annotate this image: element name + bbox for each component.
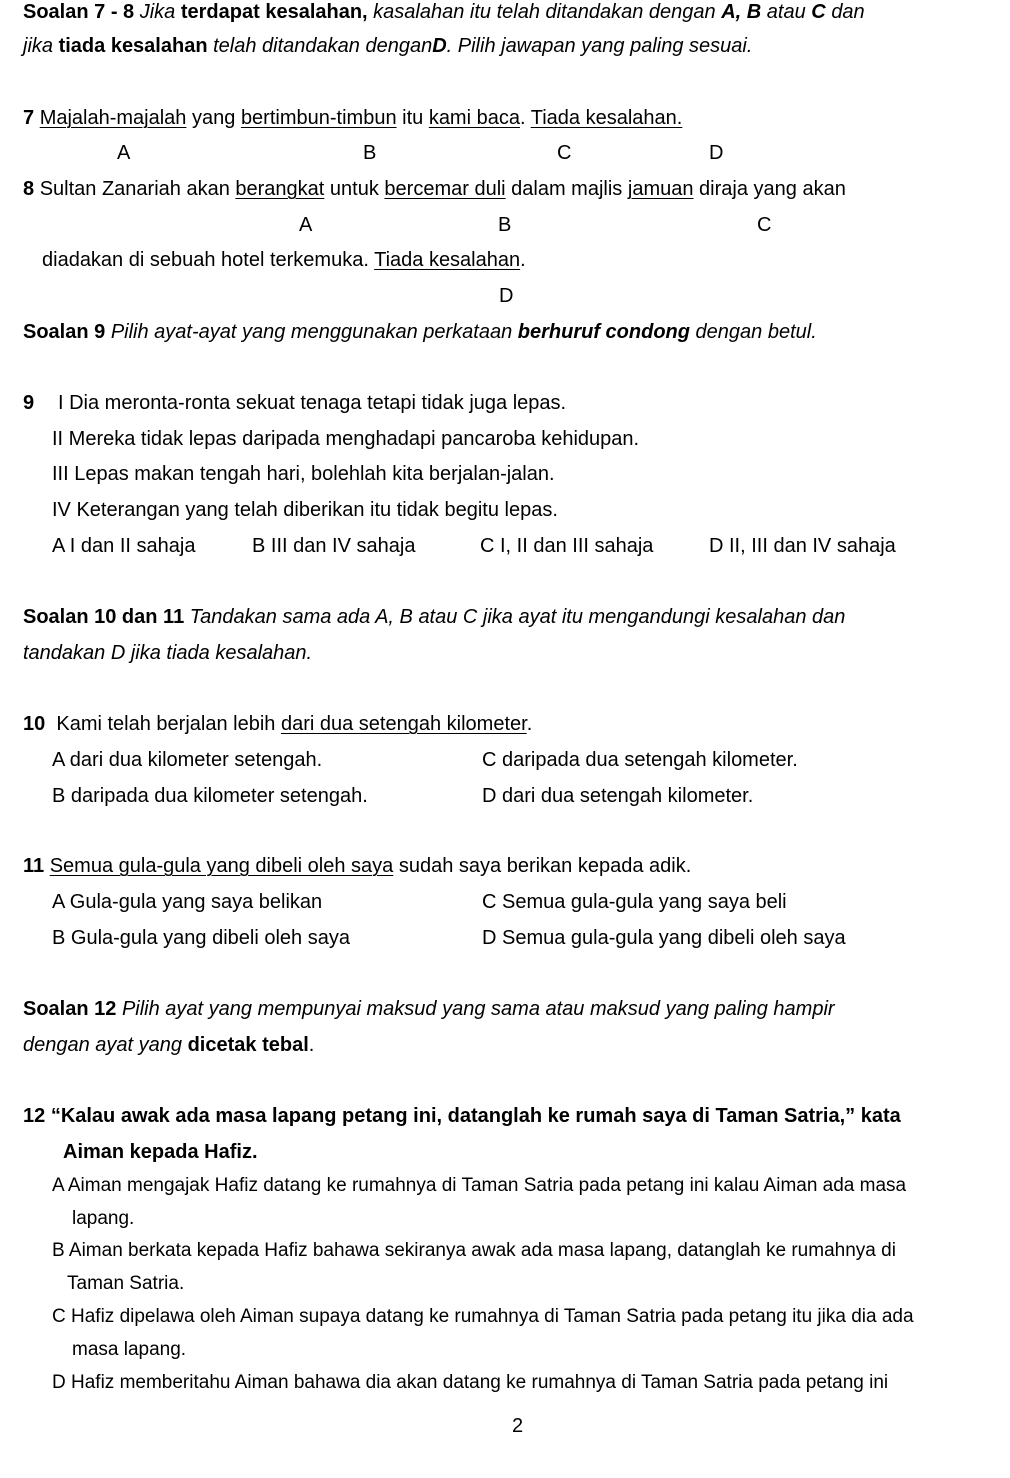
question-7: 7 Majalah-majalah yang bertimbun-timbun itu kami baca. Tiada kesalahan.: [23, 107, 683, 129]
q12-option-d: D Hafiz memberitahu Aiman bahawa dia akan datang ke rumahnya di Taman Satria pada petang ini: [52, 1372, 889, 1393]
q10-option-a: A dari dua kilometer setengah.: [52, 749, 323, 771]
question-11: 11 Semua gula-gula yang dibeli oleh saya sudah saya berikan kepada adik.: [23, 855, 692, 877]
q12-option-c: C Hafiz dipelawa oleh Aiman supaya datang ke rumahnya di Taman Satria pada petang itu jika dia ada: [52, 1306, 914, 1327]
q11-option-b: B Gula-gula yang dibeli oleh saya: [52, 927, 350, 949]
q7-label-c: C: [557, 142, 572, 164]
q10-option-c: C daripada dua setengah kilometer.: [482, 749, 798, 771]
q12-option-b: B Aiman berkata kepada Hafiz bahawa sekiranya awak ada masa lapang, datanglah ke rumahnya di: [52, 1240, 896, 1261]
q9-option-d: D II, III dan IV sahaja: [709, 535, 896, 557]
q12-option-a-cont: lapang.: [72, 1208, 135, 1229]
q9-option-c: C I, II dan III sahaja: [480, 535, 654, 557]
q10-option-b: B daripada dua kilometer setengah.: [52, 785, 368, 807]
q11-option-c: C Semua gula-gula yang saya beli: [482, 891, 787, 913]
q10-option-d: D dari dua setengah kilometer.: [482, 785, 754, 807]
instruction-10-11-line2: tandakan D jika tiada kesalahan.: [23, 642, 313, 664]
q7-label-d: D: [709, 142, 724, 164]
q12-option-b-cont: Taman Satria.: [67, 1273, 185, 1294]
question-9-number: 9: [23, 392, 35, 414]
question-12-line2: Aiman kepada Hafiz.: [63, 1141, 258, 1163]
q12-option-c-cont: masa lapang.: [72, 1339, 187, 1360]
q12-option-a: A Aiman mengajak Hafiz datang ke rumahnya di Taman Satria pada petang ini kalau Aiman ada masa: [52, 1175, 907, 1196]
question-12: 12 “Kalau awak ada masa lapang petang ini, datanglah ke rumah saya di Taman Satria,” kata: [23, 1105, 901, 1127]
instruction-12: Soalan 12 Pilih ayat yang mempunyai maksud yang sama atau maksud yang paling hampir: [23, 998, 835, 1020]
q8-label-c: C: [757, 214, 772, 236]
q8-label-b: B: [498, 214, 512, 236]
instruction-7-8: Soalan 7 - 8 Jika terdapat kesalahan, kasalahan itu telah ditandakan dengan A, B atau C dan: [23, 1, 865, 23]
q9-option-b: B III dan IV sahaja: [252, 535, 416, 557]
instruction-9: Soalan 9 Pilih ayat-ayat yang menggunakan perkataan berhuruf condong dengan betul.: [23, 321, 817, 343]
question-8-line2: diadakan di sebuah hotel terkemuka. Tiada kesalahan.: [42, 249, 526, 271]
q9-item-3: III Lepas makan tengah hari, bolehlah kita berjalan-jalan.: [52, 463, 555, 485]
page-number: 2: [512, 1415, 524, 1437]
q9-option-a: A I dan II sahaja: [52, 535, 196, 557]
q9-item-4: IV Keterangan yang telah diberikan itu tidak begitu lepas.: [52, 499, 558, 521]
question-10: 10 Kami telah berjalan lebih dari dua setengah kilometer.: [23, 713, 533, 735]
q7-label-a: A: [117, 142, 131, 164]
q9-item-1: I Dia meronta-ronta sekuat tenaga tetapi tidak juga lepas.: [58, 392, 567, 414]
q11-option-d: D Semua gula-gula yang dibeli oleh saya: [482, 927, 846, 949]
instruction-7-8-line2: jika tiada kesalahan telah ditandakan denganD. Pilih jawapan yang paling sesuai.: [23, 35, 753, 57]
instruction-12-line2: dengan ayat yang dicetak tebal.: [23, 1034, 315, 1056]
question-8: 8 Sultan Zanariah akan berangkat untuk bercemar duli dalam majlis jamuan diraja yang akan: [23, 178, 846, 200]
q11-option-a: A Gula-gula yang saya belikan: [52, 891, 323, 913]
q7-label-b: B: [363, 142, 377, 164]
q8-label-a: A: [299, 214, 313, 236]
instruction-10-11: Soalan 10 dan 11 Tandakan sama ada A, B atau C jika ayat itu mengandungi kesalahan dan: [23, 606, 846, 628]
q8-label-d: D: [499, 285, 514, 307]
q9-item-2: II Mereka tidak lepas daripada menghadapi pancaroba kehidupan.: [52, 428, 640, 450]
